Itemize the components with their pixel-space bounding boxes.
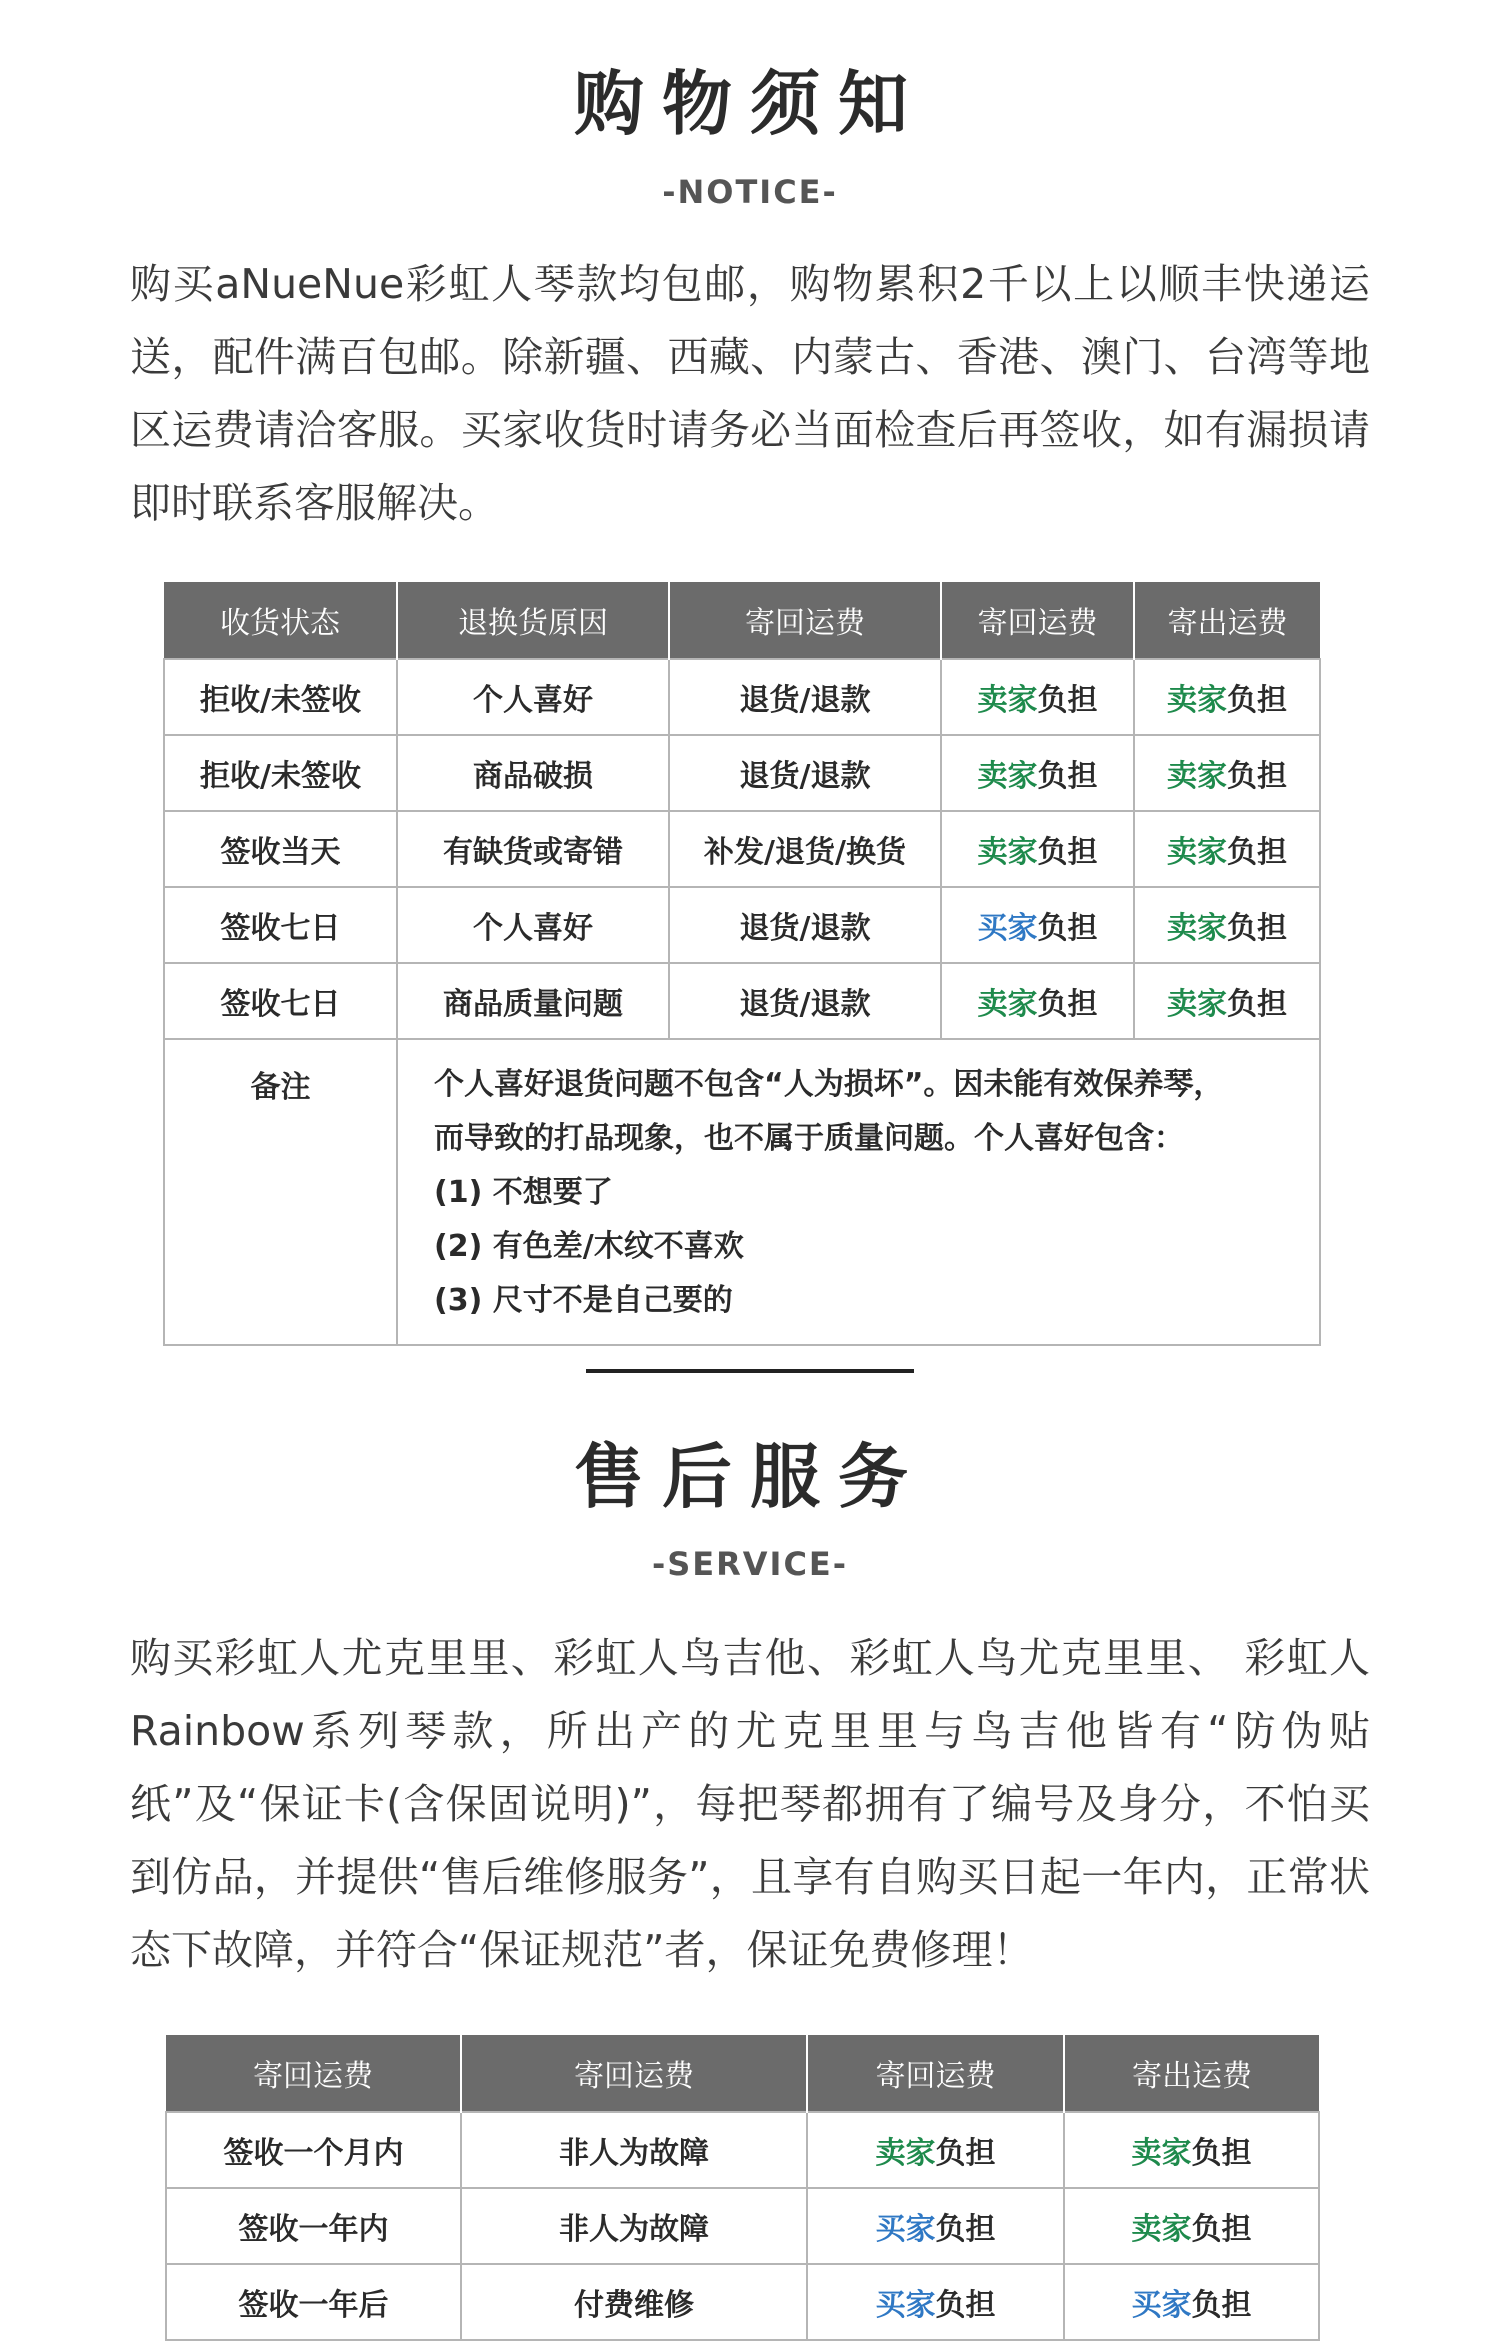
payer-label: 买家 [1131,2288,1192,2323]
note-line: 个人喜好退货问题不包含“人为损坏”。因未能有效保养琴， [434,1067,1224,1102]
note-text [397,1039,1320,1345]
notice-table [163,582,1321,1346]
table-row [166,2264,1319,2340]
header-cell: 寄回运费 [669,582,941,659]
table-row [166,2112,1319,2188]
payer-label: 卖家 [875,2136,936,2171]
outbound-fee-cell [1134,887,1320,963]
note-line: 而导致的打品现象，也不属于质量问题。个人喜好包含： [434,1121,1184,1156]
period-cell: 签收一年后 [166,2264,461,2340]
burden-label: 负担 [1037,911,1098,946]
burden-label: 负担 [1037,683,1098,718]
burden-label: 负担 [1227,759,1287,794]
return-fee-cell [807,2188,1064,2264]
burden-label: 负担 [1227,835,1287,870]
notice-paragraph: 购买aNueNue彩虹人琴款均包邮，购物累积2千以上以顺丰快递运送，配件满百包邮。除新疆、西藏、内蒙古、香港、澳门、台湾等地区运费请洽客服。买家收货时请务必当面检查后再签收，如有漏损请即时联系客服解决。 [130,260,1370,527]
return-fee-cell [941,887,1134,963]
payer-label: 卖家 [977,759,1038,794]
return-fee-cell [807,2112,1064,2188]
burden-label: 负担 [1191,2288,1252,2323]
payer-label: 卖家 [1167,835,1227,870]
cause-cell: 非人为故障 [461,2188,807,2264]
header-cell: 寄回运费 [166,2035,461,2112]
header-cell: 寄回运费 [807,2035,1064,2112]
service-table [165,2035,1320,2341]
table-row [166,2188,1319,2264]
handling-cell: 退货/退款 [669,735,941,811]
notice-title: 购物须知 [574,63,926,145]
payer-label: 卖家 [1167,911,1227,946]
burden-label: 负担 [1227,683,1287,718]
header-cell: 寄出运费 [1064,2035,1319,2112]
outbound-fee-cell [1134,811,1320,887]
reason-cell: 个人喜好 [397,887,669,963]
burden-label: 负担 [935,2136,996,2171]
return-fee-cell [941,735,1134,811]
payer-label: 卖家 [977,835,1038,870]
table-row [164,963,1320,1039]
status-cell: 签收当天 [164,811,397,887]
outbound-fee-cell [1064,2112,1319,2188]
note-line: (2) 有色差/木纹不喜欢 [434,1229,744,1264]
section-divider [586,1369,914,1373]
handling-cell: 退货/退款 [669,659,941,735]
burden-label: 负担 [1037,987,1098,1022]
burden-label: 负担 [1227,911,1287,946]
reason-cell: 个人喜好 [397,659,669,735]
header-cell: 退换货原因 [397,582,669,659]
payer-label: 卖家 [1167,683,1227,718]
burden-label: 负担 [1191,2136,1252,2171]
return-fee-cell [941,659,1134,735]
outbound-fee-cell [1064,2188,1319,2264]
burden-label: 负担 [935,2288,996,2323]
cause-cell: 非人为故障 [461,2112,807,2188]
payer-label: 买家 [875,2288,936,2323]
note-label: 备注 [164,1039,397,1345]
service-subtitle: -SERVICE- [651,1545,849,1583]
handling-cell: 退货/退款 [669,887,941,963]
outbound-fee-cell [1134,963,1320,1039]
notice-table-header [164,582,1320,659]
period-cell: 签收一年内 [166,2188,461,2264]
status-cell: 签收七日 [164,887,397,963]
note-row [164,1039,1320,1345]
table-row [164,659,1320,735]
note-line: (3) 尺寸不是自己要的 [434,1283,733,1318]
handling-cell: 退货/退款 [669,963,941,1039]
header-cell: 寄出运费 [1134,582,1320,659]
status-cell: 签收七日 [164,963,397,1039]
reason-cell: 商品质量问题 [397,963,669,1039]
payer-label: 卖家 [1167,987,1227,1022]
burden-label: 负担 [1037,835,1098,870]
outbound-fee-cell [1134,659,1320,735]
payer-label: 卖家 [977,987,1038,1022]
burden-label: 负担 [935,2212,996,2247]
reason-cell: 有缺货或寄错 [397,811,669,887]
service-paragraph: 购买彩虹人尤克里里、彩虹人鸟吉他、彩虹人鸟尤克里里、 彩虹人Rainbow系列琴款，所出产的尤克里里与鸟吉他皆有“防伪贴纸”及“保证卡(含保固说明)”，每把琴都拥有了编号及身分，不怕买到仿品，并提供“售后维修服务”，且享有自购买日起一年内，正常状态下故障，并符合“保证规范”者，保证免费修理！ [130,1634,1370,1974]
table-row [164,811,1320,887]
return-fee-cell [807,2264,1064,2340]
table-row [164,887,1320,963]
outbound-fee-cell [1064,2264,1319,2340]
payer-label: 卖家 [1131,2136,1192,2171]
cause-cell: 付费维修 [461,2264,807,2340]
payer-label: 卖家 [1131,2212,1192,2247]
handling-cell: 补发/退货/换货 [669,811,941,887]
payer-label: 买家 [875,2212,936,2247]
payer-label: 卖家 [1167,759,1227,794]
reason-cell: 商品破损 [397,735,669,811]
status-cell: 拒收/未签收 [164,659,397,735]
service-title: 售后服务 [574,1436,926,1518]
period-cell: 签收一个月内 [166,2112,461,2188]
payer-label: 买家 [977,911,1038,946]
header-cell: 寄回运费 [461,2035,807,2112]
burden-label: 负担 [1227,987,1287,1022]
return-fee-cell [941,811,1134,887]
payer-label: 卖家 [977,683,1038,718]
burden-label: 负担 [1191,2212,1252,2247]
status-cell: 拒收/未签收 [164,735,397,811]
return-fee-cell [941,963,1134,1039]
burden-label: 负担 [1037,759,1098,794]
outbound-fee-cell [1134,735,1320,811]
table-row [164,735,1320,811]
note-line: (1) 不想要了 [434,1175,613,1210]
header-cell: 寄回运费 [941,582,1134,659]
notice-subtitle: -NOTICE- [662,173,838,211]
header-cell: 收货状态 [164,582,397,659]
service-table-header [166,2035,1319,2112]
